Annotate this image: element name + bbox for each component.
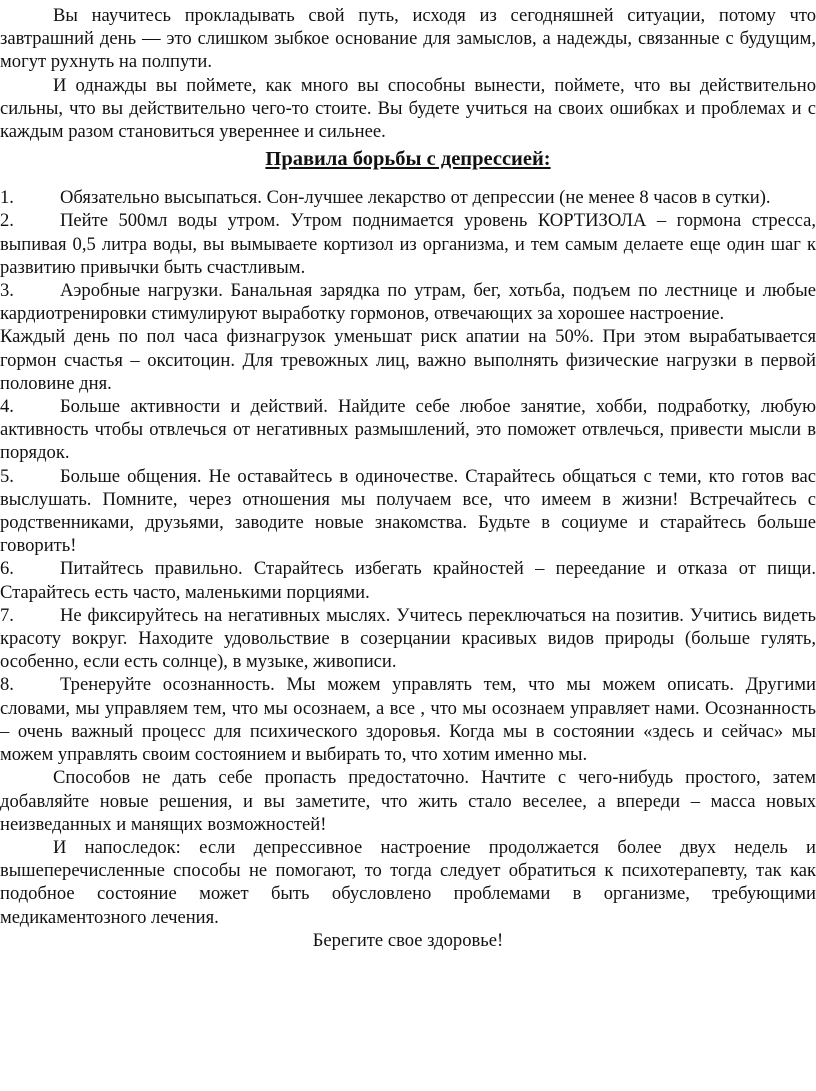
rule-number: 3.	[0, 280, 14, 302]
rule-item-7	[0, 604, 816, 674]
rule-text: Аэробные нагрузки. Банальная зарядка по утрам, бег, хотьба, подъем по лестнице и любые кардиотренировки стимулируют выработку гормонов, отвечающих за хорошее настроение.	[0, 280, 816, 325]
rule-item-3	[0, 279, 816, 325]
rule-item-6	[0, 557, 816, 603]
rule-item-2	[0, 209, 816, 279]
rule-number: 7.	[0, 604, 14, 626]
outro-paragraph-2: И напоследок: если депрессивное настроение продолжается более двух недель и вышеперечисленные способы не помогают, то тогда следует обратиться к психотерапевту, так как подобное состояние может быть обусловлено проблемами в организме, требующими медикаментозного лечения.	[0, 836, 816, 928]
intro-paragraph-2: И однажды вы поймете, как много вы способны вынести, поймете, что вы действительно сильны, что вы действительно чего-то стоите. Вы будете учиться на своих ошибках и проблемах и с каждым разом становиться увереннее и сильнее.	[0, 74, 816, 143]
rule-number: 4.	[0, 396, 14, 418]
rule-item-8	[0, 673, 816, 766]
rule-text: Больше общения. Не оставайтесь в одиночестве. Старайтесь общаться с теми, кто готов вас выслушать. Помните, через отношения мы получаем все, что имеем в жизни! Встречайтесь с родственниками, друзьями, заводите новые знакомства. Будьте в социуме и старайтесь больше говорить!	[0, 465, 816, 557]
rule-item-5	[0, 465, 816, 558]
outro-paragraph-1: Способов не дать себе пропасть предостаточно. Начтите с чего-нибудь простого, затем добавляйте новые решения, и вы заметите, что жить стало веселее, а впереди – масса новых неизведанных и манящих возможностей!	[0, 767, 816, 835]
rule-number: 2.	[0, 210, 14, 232]
rule-number: 5.	[0, 465, 14, 487]
rule-text: Не фиксируйтесь на негативных мыслях. Учитесь переключаться на позитив. Учитись видеть красоту вокруг. Находите удовольствие в созерцании красивых видов природы (больше гулять, особенно, если есть солнце), в музыке, живописи.	[0, 604, 816, 673]
rule-text: Питайтесь правильно. Старайтесь избегать крайностей – переедание и отказа от пищи. Старайтесь есть часто, маленькими порциями.	[0, 558, 816, 603]
closing-line: Берегите свое здоровье!	[312, 929, 504, 951]
rule-number: 6.	[0, 558, 14, 580]
rule-item-1	[0, 186, 816, 209]
intro-paragraph-1: Вы научитесь прокладывать свой путь, исходя из сегодняшней ситуации, потому что завтрашний день — это слишком зыбкое основание для замыслов, а надежды, связанные с будущим, могут рухнуть на полпути.	[0, 5, 816, 73]
rule-text: Тренеруйте осознанность. Мы можем управлять тем, что мы можем описать. Другими словами, мы управляем тем, что мы осознаем, а все , что мы осознаем управляет нами. Осознанность – очень важный процесс для психического здоровья. Когда мы в состоянии «здесь и сейчас» мы можем управлять своим состоянием и выбирать то, что хотим именно мы.	[0, 674, 816, 766]
rule-text: Пейте 500мл воды утром. Утром поднимается уровень КОРТИЗОЛА – гормона стресса, выпивая 0,5 литра воды, вы вымываете кортизол из организма, и тем самым делаете еще один шаг к развитию привычки быть счастливым.	[0, 210, 816, 278]
rule-number: 1.	[0, 187, 14, 209]
rule-item-4	[0, 395, 816, 465]
rules-title: Правила борьбы с депрессией:	[265, 148, 551, 171]
rule-3-note: Каждый день по пол часа физнагрузок уменьшат риск апатии на 50%. При этом вырабатывается гормон счастья – окситоцин. Для тревожных лиц, важно выполнять физические нагрузки в первой половине дня.	[0, 326, 816, 394]
rule-number: 8.	[0, 674, 14, 696]
rule-text: Обязательно высыпаться. Сон-лучшее лекарство от депрессии (не менее 8 часов в сутки).	[60, 187, 771, 209]
rules-list	[0, 186, 816, 766]
rule-text: Больше активности и действий. Найдите себе любое занятие, хобби, подработку, любую активность чтобы отвлечься от негативных размышлений, это поможет отвлечься, привести мысли в порядок.	[0, 396, 816, 464]
